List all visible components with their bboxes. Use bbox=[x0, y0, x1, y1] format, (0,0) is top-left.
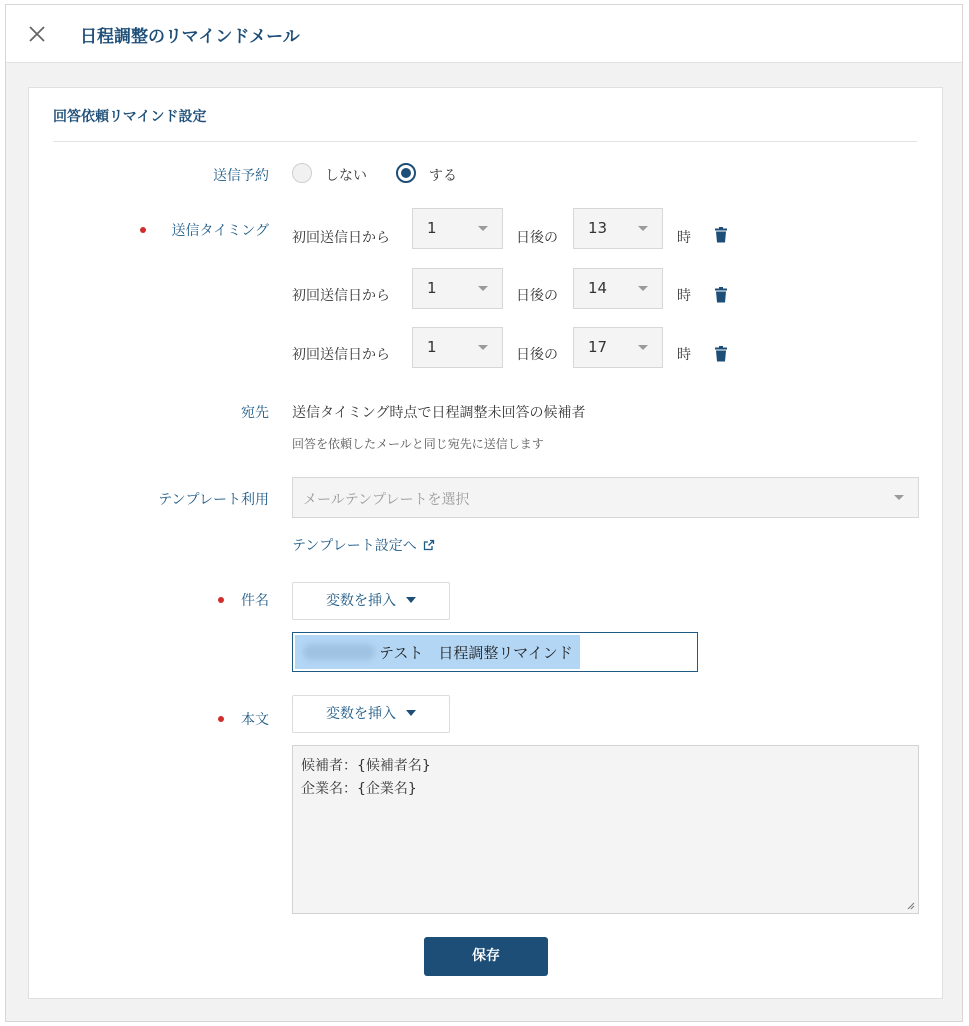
resize-grip-icon[interactable] bbox=[907, 902, 915, 910]
timing-row-prefix: 初回送信日から bbox=[292, 230, 390, 246]
timing-row-prefix: 初回送信日から bbox=[292, 347, 390, 363]
window-header bbox=[6, 5, 962, 63]
timing-days-select[interactable] bbox=[412, 268, 503, 309]
subject-value: テスト 日程調整リマインド bbox=[379, 644, 573, 662]
timing-row-suffix: 時 bbox=[677, 230, 691, 246]
template-settings-link[interactable] bbox=[292, 535, 435, 555]
radio-schedule-on[interactable] bbox=[396, 163, 416, 183]
timing-row-prefix: 初回送信日から bbox=[292, 288, 390, 304]
chevron-down-icon bbox=[478, 345, 488, 350]
recipient-label: 宛先 bbox=[241, 405, 269, 421]
recipient-note: 回答を依頼したメールと同じ宛先に送信します bbox=[292, 437, 544, 451]
timing-row-middle: 日後の bbox=[516, 288, 558, 304]
window-title: 日程調整のリマインドメール bbox=[80, 27, 300, 47]
timing-days-select[interactable] bbox=[412, 327, 503, 368]
radio-schedule-off[interactable] bbox=[292, 163, 312, 183]
trash-icon[interactable] bbox=[714, 287, 728, 303]
template-placeholder: メールテンプレートを選択 bbox=[303, 492, 470, 508]
subject-label: 件名 bbox=[241, 593, 269, 609]
caret-down-icon bbox=[406, 597, 416, 603]
body-line: 候補者：{候補者名} bbox=[301, 758, 431, 774]
close-icon[interactable] bbox=[24, 21, 50, 47]
trash-icon[interactable] bbox=[714, 227, 728, 243]
timing-days-value: 1 bbox=[427, 338, 437, 356]
timing-row-middle: 日後の bbox=[516, 347, 558, 363]
body-line: 企業名：{企業名} bbox=[301, 781, 417, 797]
body-textarea[interactable] bbox=[292, 745, 919, 914]
schedule-label: 送信予約 bbox=[213, 168, 269, 184]
external-link-icon bbox=[423, 539, 435, 551]
timing-hour-value: 13 bbox=[588, 219, 608, 237]
timing-row-middle: 日後の bbox=[516, 230, 558, 246]
chevron-down-icon bbox=[638, 286, 648, 291]
timing-label: 送信タイミング bbox=[171, 223, 269, 239]
settings-panel bbox=[28, 87, 943, 999]
chevron-down-icon bbox=[638, 345, 648, 350]
radio-schedule-on-label[interactable]: する bbox=[429, 168, 457, 184]
chevron-down-icon bbox=[478, 286, 488, 291]
save-button[interactable]: 保存 bbox=[424, 937, 548, 976]
timing-row-suffix: 時 bbox=[677, 288, 691, 304]
recipient-value: 送信タイミング時点で日程調整未回答の候補者 bbox=[292, 405, 586, 421]
chevron-down-icon bbox=[478, 226, 488, 231]
timing-hour-select[interactable] bbox=[573, 327, 663, 368]
timing-days-value: 1 bbox=[427, 279, 437, 297]
caret-down-icon bbox=[406, 710, 416, 716]
template-label: テンプレート利用 bbox=[158, 492, 269, 508]
redacted-text bbox=[303, 644, 375, 660]
subject-input[interactable] bbox=[292, 632, 698, 672]
timing-days-value: 1 bbox=[427, 219, 437, 237]
timing-hour-value: 17 bbox=[588, 338, 608, 356]
timing-row-suffix: 時 bbox=[677, 347, 691, 363]
radio-schedule-off-label[interactable]: しない bbox=[325, 168, 367, 184]
subject-insert-variable-button[interactable] bbox=[292, 582, 450, 620]
template-select[interactable] bbox=[292, 477, 919, 518]
subject-insert-variable-label: 変数を挿入 bbox=[326, 593, 396, 609]
body-insert-variable-button[interactable] bbox=[292, 695, 450, 733]
body-label: 本文 bbox=[241, 712, 269, 728]
timing-hour-select[interactable] bbox=[573, 268, 663, 309]
timing-hour-value: 14 bbox=[588, 279, 608, 297]
timing-days-select[interactable] bbox=[412, 208, 503, 249]
body-insert-variable-label: 変数を挿入 bbox=[326, 706, 396, 722]
reminder-mail-window bbox=[5, 4, 963, 1022]
chevron-down-icon bbox=[638, 226, 648, 231]
template-settings-link-text: テンプレート設定へ bbox=[292, 538, 417, 554]
chevron-down-icon bbox=[894, 495, 904, 500]
trash-icon[interactable] bbox=[714, 346, 728, 362]
timing-hour-select[interactable] bbox=[573, 208, 663, 249]
section-title: 回答依頼リマインド設定 bbox=[53, 109, 207, 125]
section-divider bbox=[53, 141, 917, 142]
